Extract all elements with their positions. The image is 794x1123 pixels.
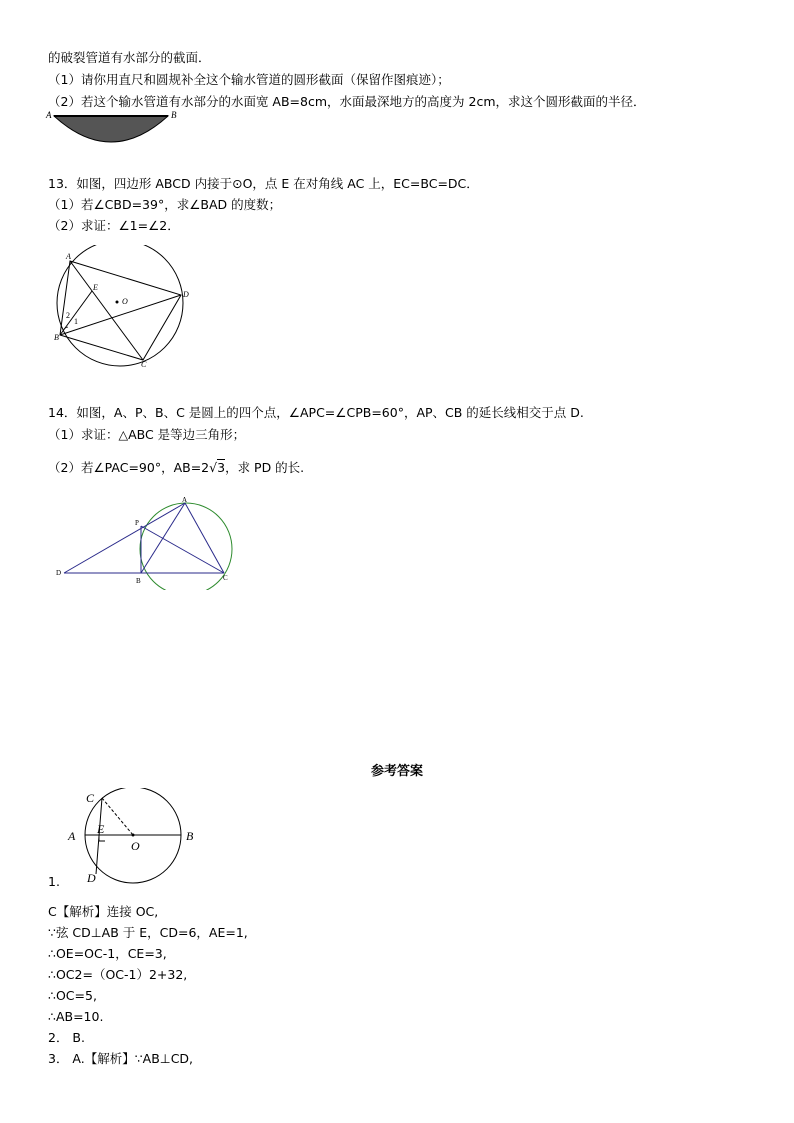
answer-item-1: 1. [48, 874, 60, 889]
q14-label-p: P [135, 519, 139, 527]
answer1-label-b: B [186, 829, 194, 843]
q14-part2-post: ，求 PD 的长. [225, 460, 305, 475]
answer1-label-d: D [87, 871, 96, 885]
q13-part2: （2）求证：∠1=∠2． [48, 218, 180, 233]
q12-label-a: A [46, 110, 52, 120]
answer-line: ∴AB=10. [48, 1009, 104, 1024]
answer1-label-o: O [131, 839, 140, 853]
q13-stem: 13．如图，四边形 ABCD 内接于⊙O，点 E 在对角线 AC 上，EC=BC=DC． [48, 176, 479, 191]
q12-pipe-figure [44, 108, 184, 152]
q12-continuation: 的破裂管道有水部分的截面． [48, 50, 211, 65]
answer1-label-c: C [86, 791, 95, 805]
q13-label-a: A [66, 252, 71, 261]
q13-label-1: 1 [74, 317, 78, 326]
q14-sqrt: √3 [209, 460, 226, 475]
q13-label-e: E [93, 283, 98, 292]
q12-label-b: B [171, 110, 177, 120]
q14-label-a: A [182, 496, 188, 504]
answer-line: C【解析】连接 OC, [48, 904, 159, 919]
q14-label-d: D [56, 569, 62, 577]
q13-label-o: O [122, 297, 128, 306]
answers-heading: 参考答案 [370, 764, 423, 779]
answer-line: ∵弦 CD⊥AB 于 E，CD=6，AE=1, [48, 925, 248, 940]
answer-line: ∴OC2=（OC-1）2+32, [48, 967, 188, 982]
q14-label-c: C [223, 574, 228, 582]
answer-line: ∴OC=5, [48, 988, 97, 1003]
answer1-label-e: E [97, 822, 105, 836]
q14-circle-figure [52, 495, 242, 590]
answer-line: 2． B. [48, 1030, 85, 1045]
q14-stem: 14．如图，A、P、B、C 是圆上的四个点，∠APC=∠CPB=60°，AP、CB 的延长线相交于点 D. [48, 405, 584, 420]
q13-part1: （1）若∠CBD=39°，求∠BAD 的度数； [48, 197, 282, 212]
q14-part2 [48, 460, 304, 476]
q13-label-b: B [54, 333, 59, 342]
q13-circle-figure [50, 245, 200, 375]
q13-label-c: C [141, 360, 147, 369]
answer1-label-a: A [68, 829, 76, 843]
answer-line: 3． A.【解析】∵AB⊥CD, [48, 1051, 194, 1066]
q12-part2: （2）若这个输水管道有水部分的水面宽 AB=8cm，水面最深地方的高度为 2cm，求这个圆形截面的半径． [48, 94, 646, 109]
answer1-circle-figure [62, 788, 202, 888]
q13-label-2: 2 [66, 311, 70, 320]
answer-line: ∴OE=OC-1，CE=3, [48, 946, 167, 961]
q14-sqrt-value: 3 [217, 460, 226, 475]
q12-part1: （1）请你用直尺和圆规补全这个输水管道的圆形截面（保留作图痕迹）； [48, 72, 450, 87]
q13-label-d: D [183, 290, 189, 299]
q14-label-b: B [136, 577, 141, 585]
q14-part1: （1）求证：△ABC 是等边三角形； [48, 427, 246, 442]
q14-part2-pre: （2）若∠PAC=90°，AB=2 [48, 460, 210, 475]
